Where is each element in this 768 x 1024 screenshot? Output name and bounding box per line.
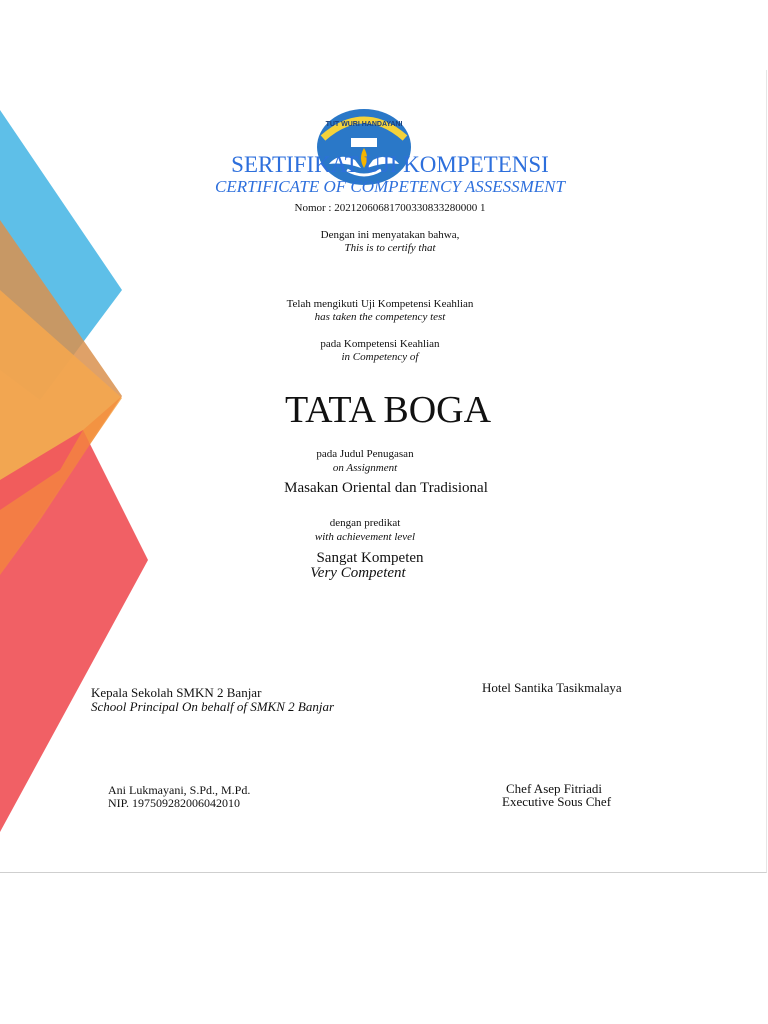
declaration-id: Dengan ini menyatakan bahwa, bbox=[320, 229, 460, 241]
right-signatory-organization: Hotel Santika Tasikmalaya bbox=[482, 680, 622, 695]
certificate-title: SERTIFIKAT UJI KOMPETENSI bbox=[231, 152, 549, 177]
assignment-label-id: pada Judul Penugasan bbox=[316, 448, 414, 460]
left-signatory-nip: NIP. 197509282006042010 bbox=[108, 796, 241, 810]
declaration-en: This is to certify that bbox=[344, 242, 436, 254]
left-signatory-title-en: School Principal On behalf of SMKN 2 Banjar bbox=[91, 699, 335, 714]
test-statement-en: has taken the competency test bbox=[314, 311, 446, 323]
predicate-label-en: with achievement level bbox=[314, 531, 416, 543]
svg-text:TUT WURI HANDAYANI: TUT WURI HANDAYANI bbox=[325, 121, 403, 128]
certificate-number: Nomor : 20212060681700330833280000 1 bbox=[294, 202, 486, 214]
right-signatory-name: Chef Asep Fitriadi bbox=[506, 781, 603, 796]
assignment-label-en: on Assignment bbox=[332, 462, 398, 474]
competency-label-id: pada Kompetensi Keahlian bbox=[320, 338, 440, 350]
competency-label-en: in Competency of bbox=[341, 351, 419, 363]
assignment-value: Masakan Oriental dan Tradisional bbox=[284, 480, 488, 496]
predicate-value-en: Very Competent bbox=[310, 565, 406, 581]
right-signatory-position: Executive Sous Chef bbox=[502, 794, 612, 809]
competency-value: TATA BOGA bbox=[284, 389, 492, 431]
certificate-page bbox=[0, 70, 767, 873]
certificate-subtitle: CERTIFICATE OF COMPETENCY ASSESSMENT bbox=[215, 177, 565, 196]
predicate-value-id: Sangat Kompeten bbox=[316, 550, 424, 566]
predicate-label-id: dengan predikat bbox=[329, 517, 401, 529]
left-signatory-name: Ani Lukmayani, S.Pd., M.Pd. bbox=[108, 783, 251, 797]
left-signatory-title-id: Kepala Sekolah SMKN 2 Banjar bbox=[91, 685, 262, 700]
test-statement-id: Telah mengikuti Uji Kompetensi Keahlian bbox=[286, 298, 474, 310]
